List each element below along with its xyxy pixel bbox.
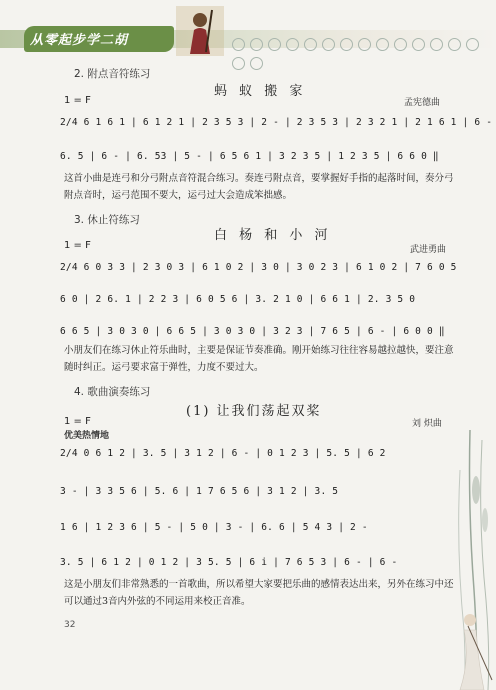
- composer-2: 孟宪德曲: [404, 98, 441, 108]
- song-title-3: 白 杨 和 小 河: [214, 228, 332, 243]
- brand-title: 从零起步学二胡: [30, 33, 129, 48]
- decorative-circles: [232, 36, 494, 50]
- notation-line: 3 - | 3 3 5 6 | 5. 6 | 1 7 6 5 6 | 3 1 2 | 3. 5: [60, 486, 339, 497]
- composer-3: 武进勇曲: [410, 245, 447, 255]
- paragraph-2: 这首小曲是连弓和分弓附点音符混合练习。奏连弓附点音，要掌握好手指的起落时间，奏分弓附点音时，运弓范围不要大，运弓过大会造成笨拙感。: [64, 173, 454, 201]
- notation-line: 6 0 | 2 6. 1 | 2 2 3 | 6 0 5 6 | 3. 2 1 0 | 6 6 1 | 2. 3 5 0: [60, 294, 416, 305]
- paragraph-4: 这是小朋友们非常熟悉的一首歌曲，所以希望大家要把乐曲的感情表达出来，另外在练习中还可以通过3音内外弦的不同运用来校正音准。: [64, 579, 454, 607]
- erhu-player-icon: [176, 6, 224, 56]
- section-heading-2: 2. 附点音符练习: [74, 68, 151, 80]
- song-title-2: 蚂 蚁 搬 家: [214, 84, 307, 99]
- notation-line: 6 6 5 | 3 0 3 0 | 6 6 5 | 3 0 3 0 | 3 2 3 | 7 6 5 | 6 - | 6 0 0 ‖: [60, 326, 445, 337]
- notation-line: 6. 5 | 6 - | 6. 53 | 5 - | 6 5 6 1 | 3 2 3 5 | 1 2 3 5 | 6 6 0 ‖: [60, 151, 439, 162]
- notation-line: 1 6 | 1 2 3 6 | 5 - | 5 0 | 3 - | 6. 6 | 5 4 3 | 2 -: [60, 522, 368, 533]
- key-signature-3: 1 = F: [64, 240, 91, 251]
- paragraph-3: 小朋友们在练习休止符乐曲时，主要是保证节奏准确。刚开始练习往往容易越拉越快，要注意随时纠正。运弓要求富于弹性，力度不要过大。: [64, 345, 454, 373]
- section-heading-4: 4. 歌曲演奏练习: [74, 386, 151, 398]
- page-number: 32: [64, 620, 76, 630]
- section-heading-3: 3. 休止符练习: [74, 214, 140, 226]
- notation-line: 3. 5 | 6 1 2 | 0 1 2 | 3 5. 5 | 6 i | 7 6 5 3 | 6 - | 6 -: [60, 557, 398, 568]
- song-title-4: (1) 让我们荡起双桨: [186, 404, 322, 419]
- key-signature-4: 1 = F: [64, 416, 91, 427]
- key-signature-2: 1 = F: [64, 95, 91, 106]
- notation-line: 2/4 0 6 1 2 | 3. 5 | 3 1 2 | 6 - | 0 1 2 3 | 5. 5 | 6 2: [60, 448, 386, 459]
- notation-line: 2/4 6 1 6 1 | 6 1 2 1 | 2 3 5 3 | 2 - | 2 3 5 3 | 2 3 2 1 | 2 1 6 1 | 6 -: [60, 117, 493, 128]
- tempo-marking: 优美热情地: [64, 431, 110, 441]
- notation-line: 2/4 6 0 3 3 | 2 3 0 3 | 6 1 0 2 | 3 0 | 3 0 2 3 | 6 1 0 2 | 7 6 0 5: [60, 262, 457, 273]
- reed-illustration: [430, 430, 496, 690]
- composer-4: 刘 炽曲: [412, 419, 442, 429]
- page-header: [0, 0, 496, 58]
